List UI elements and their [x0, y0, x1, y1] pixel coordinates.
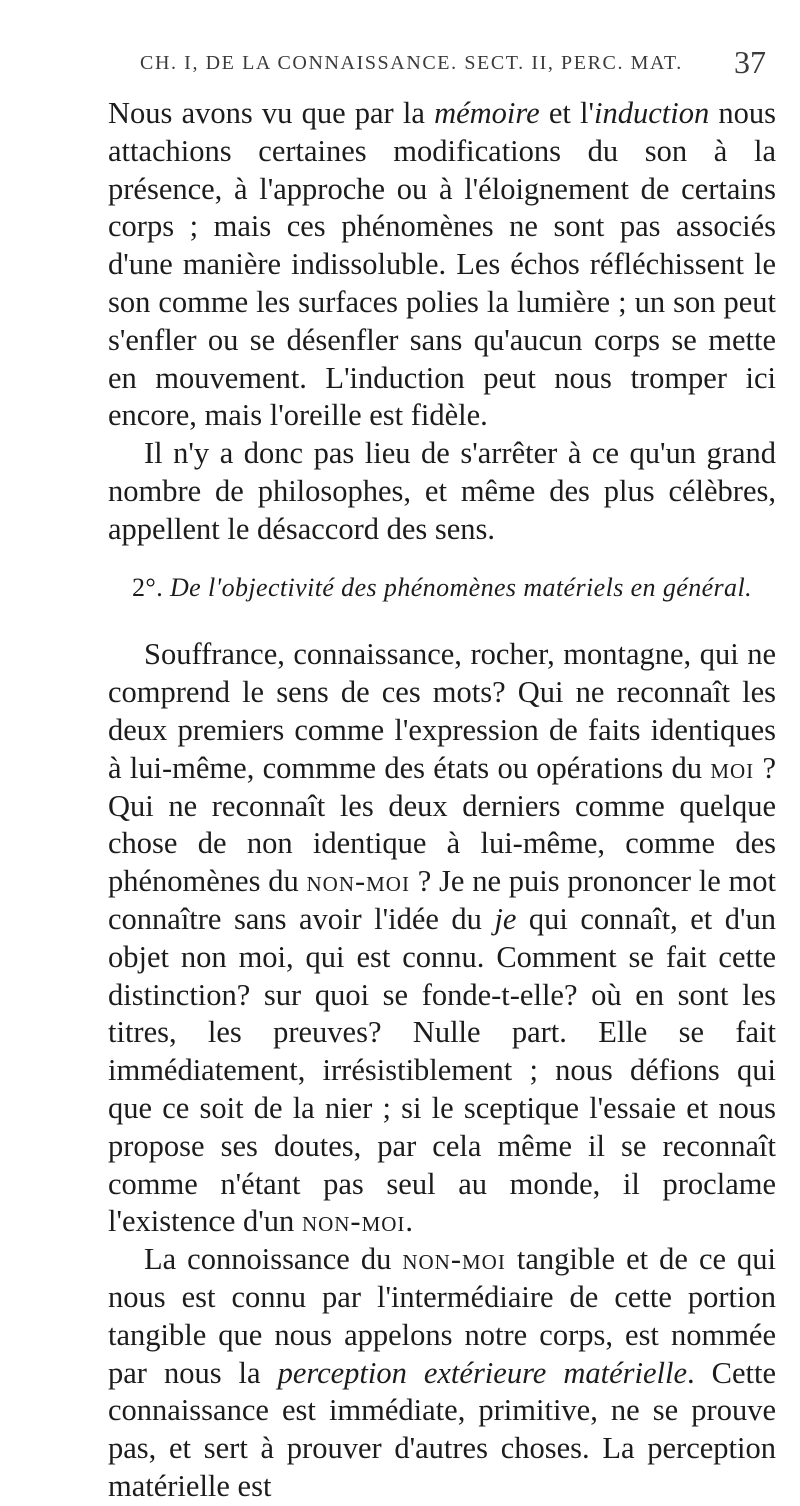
para3-smallcaps-non-moi-1: non-moi: [306, 864, 410, 899]
para1-text-1: Nous avons vu que par la: [108, 96, 435, 130]
para2-text: Il n'y a donc pas lieu de s'arrêter à ce qu'un grand nombre de philosophes, et même des plus célèbres, appellent le désaccord des sens.: [108, 436, 776, 546]
section-title: De l'objectivité des phénomènes matériels en général.: [170, 572, 752, 602]
para1-italic-memoire: mémoire: [434, 96, 540, 130]
para4-text-3: . Cette connaissance est immédiate, primitive, ne se prouve pas, et sert à prouver d'autres choses. La perception matérielle est: [108, 1355, 776, 1503]
paragraph-desaccord: [108, 435, 776, 548]
para4-italic-perception: perception extérieure matérielle: [277, 1355, 687, 1390]
para3-smallcaps-non-moi-2: non-moi: [301, 1204, 406, 1239]
para4-smallcaps-non-moi: non-moi: [402, 1242, 506, 1277]
para3-text-4: qui connaît, et d'un objet non moi, qui est connu. Comment se fait cette distinction? sur quoi se fonde-t-elle? où en sont les titres, les preuves? Nulle part. Elle se fait immédiatement, irrésistiblement ; nous défions qui que ce soit de la nier ; si le sceptique l'essaie et nous propose ses doutes, par cela même il se reconnaît comme n'étant pas seul au monde, il proclame l'existence d'un: [108, 901, 776, 1239]
para3-italic-je: je: [494, 901, 517, 936]
body-text: [108, 95, 776, 1506]
para3-text-1: Souffrance, connaissance, rocher, montagne, qui ne comprend le sens de ces mots? Qui ne reconnaît les deux premiers comme l'expression de faits identiques à lui-même, commme des états ou opérations du: [108, 637, 776, 785]
paragraph-connoissance: [108, 1241, 776, 1506]
para3-text-5: .: [405, 1204, 414, 1239]
para3-text-3: ? Je ne puis prononcer le mot connaître sans avoir l'idée du: [108, 864, 776, 936]
para4-text-2: tangible et de ce qui nous est connu par l'intermédiaire de cette portion tangible que nous appelons notre corps, est nommée par nous la: [108, 1242, 777, 1390]
para3-smallcaps-moi: moi: [710, 750, 755, 785]
page-number: 37: [734, 44, 766, 80]
section-number: 2°.: [132, 572, 170, 602]
running-head: CH. I, DE LA CONNAISSANCE. SECT. II, PERC. MAT.: [140, 52, 683, 74]
para3-text-2: ? Qui ne reconnaît les deux derniers comme quelque chose de non identique à lui-même, comme des phénomènes du: [108, 750, 776, 899]
para1-italic-induction: induction: [594, 96, 710, 130]
para4-text-1: La connoissance du: [144, 1242, 403, 1277]
para1-text-3: nous attachions certaines modifications du son à la présence, à l'approche ou à l'éloignement de certains corps ; mais ces phénomènes ne sont pas associés d'une manière indissoluble. Les échos réfléchissent le son comme les surfaces polies la lumière ; un son peut s'enfler ou se désenfler sans qu'aucun corps se mette en mouvement. L'induction peut nous tromper ici encore, mais l'oreille est fidèle.: [108, 96, 777, 433]
paragraph-echo: [108, 95, 776, 435]
section-heading: [108, 569, 776, 607]
para1-text-2: et l': [539, 96, 594, 130]
paragraph-souffrance: [108, 636, 776, 1241]
